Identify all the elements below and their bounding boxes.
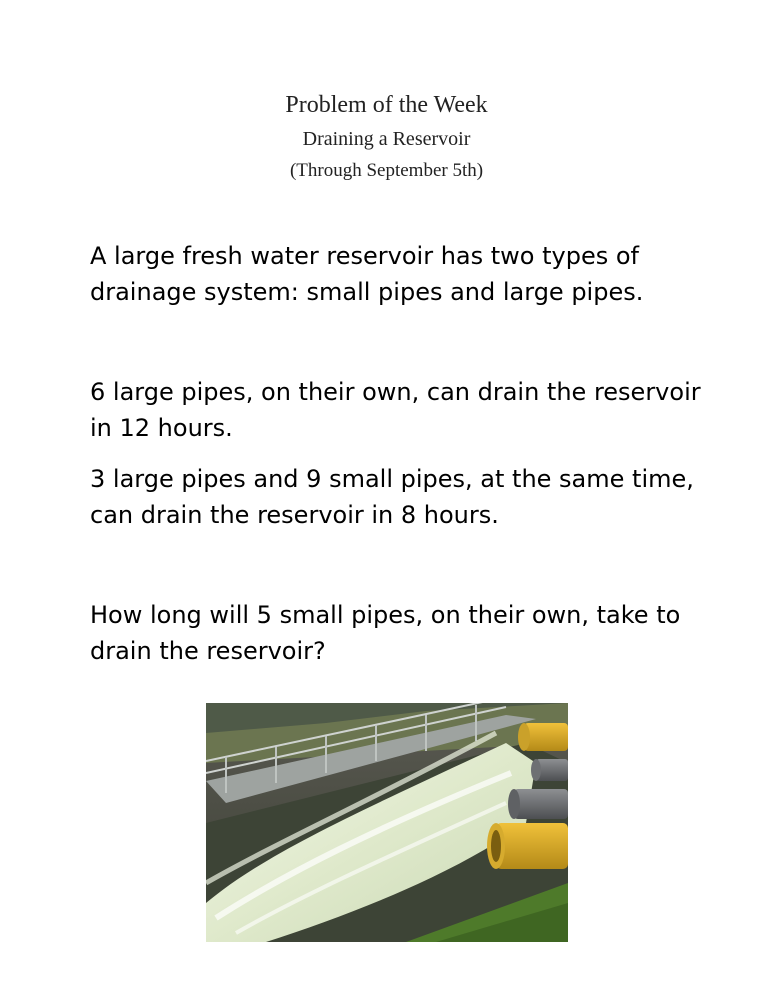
page-title: Problem of the Week: [285, 92, 488, 118]
problem-fact-1: 6 large pipes, on their own, can drain the reservoir in 12 hours.: [90, 378, 701, 442]
problem-question: How long will 5 small pipes, on their own, take to drain the reservoir?: [90, 601, 681, 665]
problem-fact-2: 3 large pipes and 9 small pipes, at the same time, can drain the reservoir in 8 hours.: [90, 465, 694, 529]
problem-intro: A large fresh water reservoir has two types of drainage system: small pipes and large pipes.: [90, 242, 644, 306]
reservoir-drain-photo: [206, 703, 568, 942]
date-range: (Through September 5th): [289, 160, 484, 181]
page-subtitle: Draining a Reservoir: [302, 128, 471, 150]
